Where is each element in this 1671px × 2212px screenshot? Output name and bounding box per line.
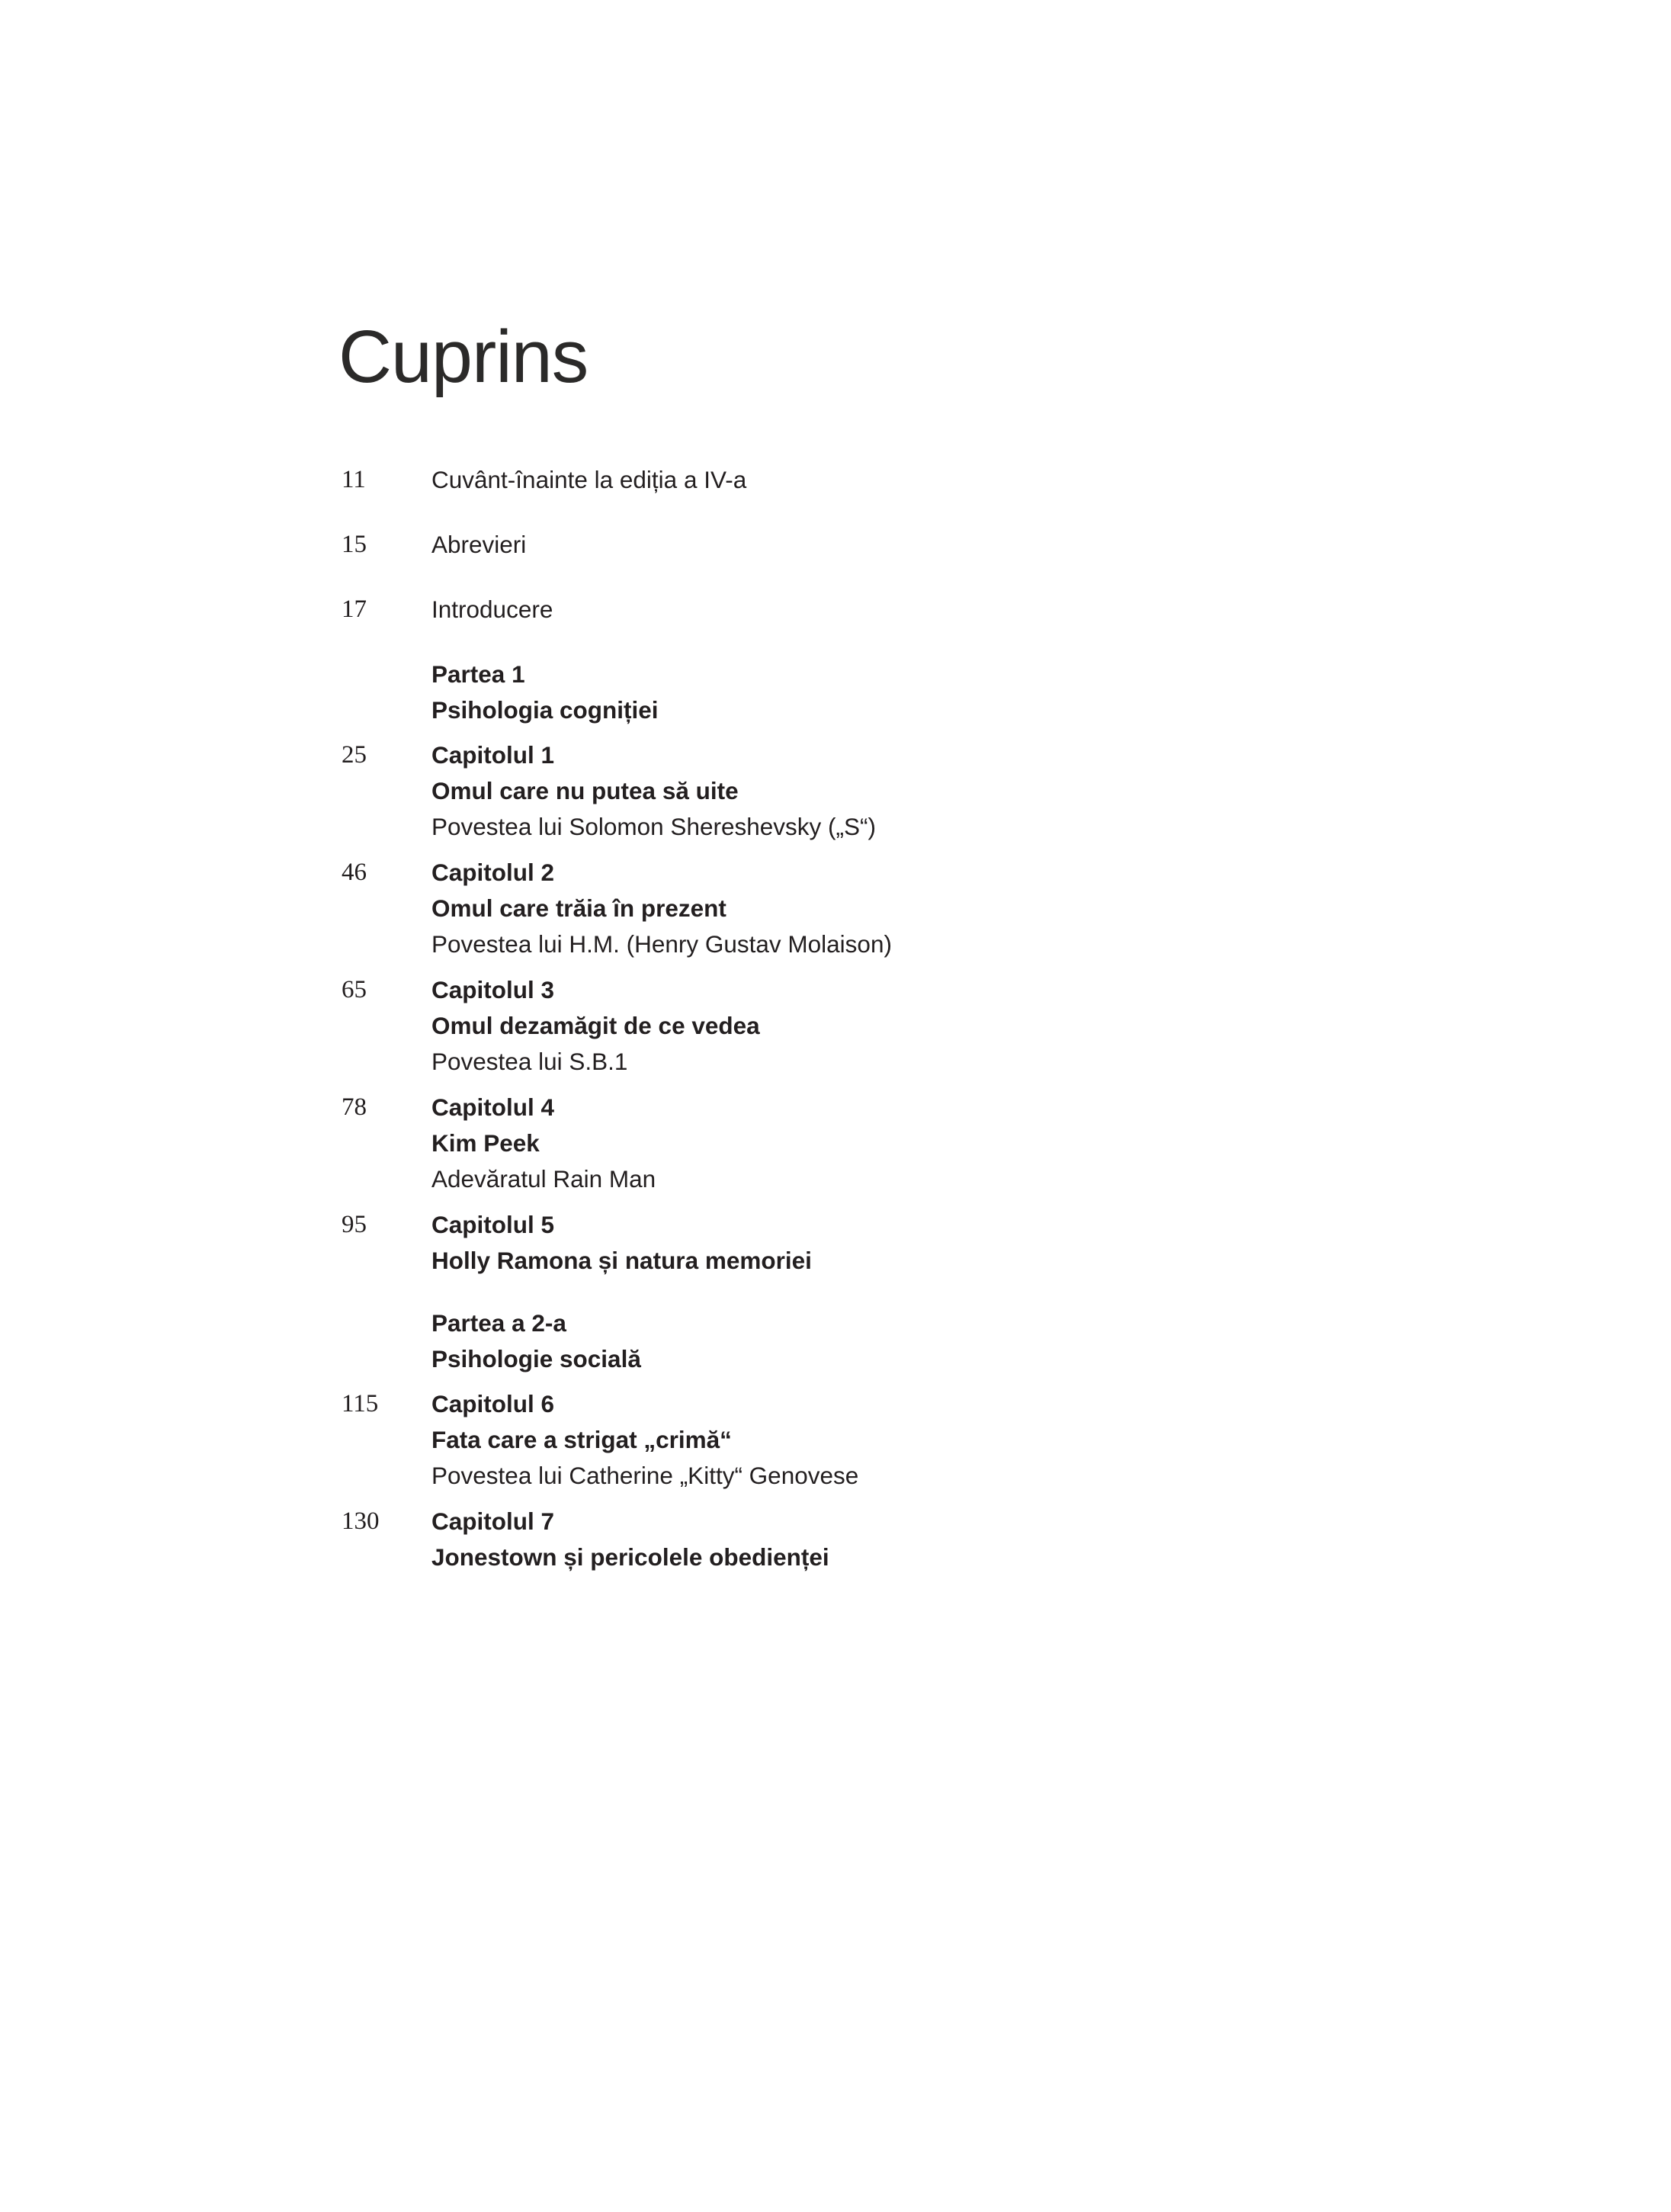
toc-page-number: 78 bbox=[342, 1093, 367, 1121]
chapter-label: Capitolul 3 bbox=[431, 976, 555, 1003]
chapter-subtitle: Povestea lui H.M. (Henry Gustav Molaison) bbox=[431, 930, 892, 958]
toc-page-number: 95 bbox=[342, 1211, 367, 1238]
toc-page-number: 17 bbox=[342, 596, 367, 623]
chapter-label: Capitolul 2 bbox=[431, 859, 555, 886]
toc-page-number: 115 bbox=[342, 1390, 379, 1417]
toc-page-number: 11 bbox=[342, 466, 366, 493]
chapter-label: Capitolul 7 bbox=[431, 1507, 555, 1535]
chapter-title: Omul care trăia în prezent bbox=[431, 894, 726, 922]
chapter-title: Kim Peek bbox=[431, 1129, 540, 1157]
toc-entry-chapter bbox=[342, 855, 1447, 962]
toc-page-number: 46 bbox=[342, 859, 367, 886]
toc-entry bbox=[342, 527, 1447, 563]
chapter-label: Capitolul 6 bbox=[431, 1390, 555, 1417]
toc-entry-chapter bbox=[342, 1207, 1447, 1279]
chapter-label: Capitolul 4 bbox=[431, 1093, 555, 1121]
toc-page-number: 25 bbox=[342, 741, 367, 769]
toc-entry-chapter bbox=[342, 1504, 1447, 1575]
toc-entry-chapter bbox=[342, 1090, 1447, 1197]
chapter-title: Fata care a strigat „crimă“ bbox=[431, 1426, 732, 1453]
part-title: Psihologia cogniției bbox=[431, 696, 659, 724]
table-of-contents bbox=[342, 462, 1447, 1585]
chapter-title: Jonestown și pericolele obedienței bbox=[431, 1543, 829, 1571]
toc-entry-title: Introducere bbox=[431, 596, 553, 623]
part-label: Partea 1 bbox=[431, 660, 525, 688]
chapter-subtitle: Adevăratul Rain Man bbox=[431, 1165, 656, 1193]
part-title: Psihologie socială bbox=[431, 1345, 641, 1372]
toc-entry-title: Abrevieri bbox=[431, 531, 527, 558]
toc-entry bbox=[342, 592, 1447, 628]
chapter-title: Holly Ramona și natura memoriei bbox=[431, 1247, 812, 1274]
page-title: Cuprins bbox=[338, 315, 589, 398]
chapter-label: Capitolul 5 bbox=[431, 1211, 555, 1238]
part-header bbox=[342, 657, 1447, 728]
chapter-subtitle: Povestea lui Solomon Shereshevsky („S“) bbox=[431, 813, 876, 840]
toc-entry-chapter bbox=[342, 1386, 1447, 1494]
toc-entry bbox=[342, 462, 1447, 498]
chapter-label: Capitolul 1 bbox=[431, 741, 555, 769]
chapter-subtitle: Povestea lui S.B.1 bbox=[431, 1048, 628, 1075]
toc-entry-chapter bbox=[342, 972, 1447, 1080]
part-header bbox=[342, 1305, 1447, 1377]
chapter-subtitle: Povestea lui Catherine „Kitty“ Genovese bbox=[431, 1462, 859, 1489]
toc-page-number: 65 bbox=[342, 976, 367, 1003]
toc-page-number: 15 bbox=[342, 531, 367, 558]
chapter-title: Omul dezamăgit de ce vedea bbox=[431, 1012, 760, 1039]
part-label: Partea a 2-a bbox=[431, 1309, 566, 1337]
toc-page-number: 130 bbox=[342, 1507, 380, 1535]
toc-entry-title: Cuvânt-înainte la ediția a IV-a bbox=[431, 466, 747, 493]
toc-entry-chapter bbox=[342, 737, 1447, 845]
chapter-title: Omul care nu putea să uite bbox=[431, 777, 739, 804]
